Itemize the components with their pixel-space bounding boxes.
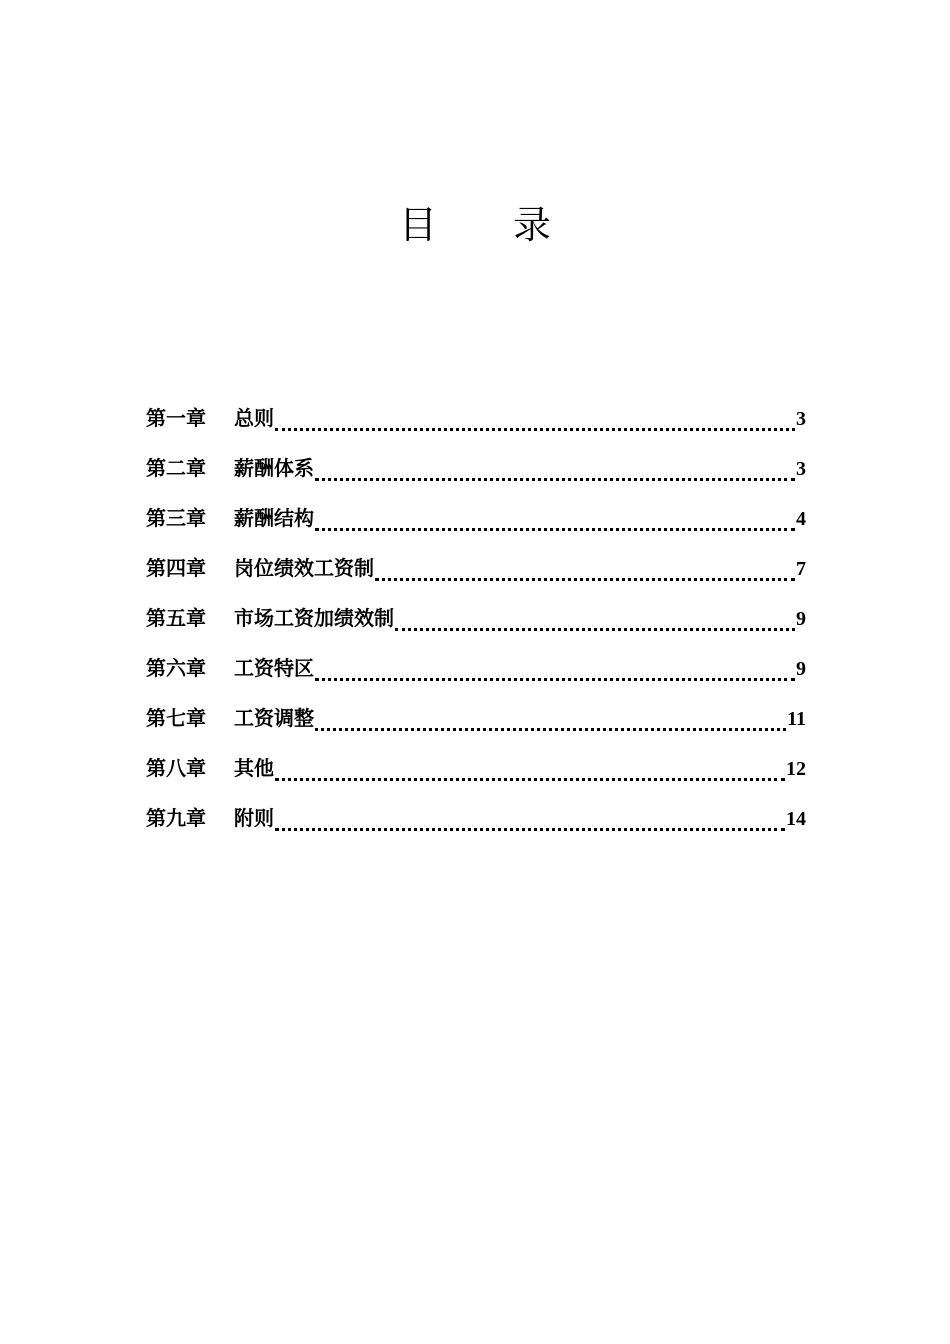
toc-chapter-label: 第四章 (146, 556, 206, 580)
toc-entry-title: 附则 (234, 806, 274, 830)
toc-entry-5[interactable] (146, 598, 806, 648)
table-of-contents (146, 398, 806, 848)
toc-dot-leader (315, 478, 795, 481)
toc-entry-4[interactable] (146, 548, 806, 598)
toc-page-number: 11 (787, 708, 806, 730)
toc-page-number: 4 (796, 508, 806, 530)
toc-page-number: 9 (796, 608, 806, 630)
toc-entry-8[interactable] (146, 748, 806, 798)
toc-chapter-label: 第七章 (146, 706, 206, 730)
toc-page-number: 3 (796, 408, 806, 430)
toc-entry-title: 工资调整 (234, 706, 314, 730)
toc-entry-title: 岗位绩效工资制 (234, 556, 374, 580)
toc-page-number: 12 (786, 758, 806, 780)
toc-chapter-label: 第三章 (146, 506, 206, 530)
toc-heading-char-1: 目 (398, 203, 437, 247)
toc-page-number: 3 (796, 458, 806, 480)
toc-page-number: 9 (796, 658, 806, 680)
toc-entry-1[interactable] (146, 398, 806, 448)
toc-entry-title: 薪酬体系 (234, 456, 314, 480)
toc-page-number: 7 (796, 558, 806, 580)
toc-entry-3[interactable] (146, 498, 806, 548)
toc-chapter-label: 第二章 (146, 456, 206, 480)
toc-entry-title: 总则 (234, 406, 274, 430)
toc-entry-2[interactable] (146, 448, 806, 498)
toc-chapter-label: 第八章 (146, 756, 206, 780)
toc-dot-leader (375, 578, 795, 581)
toc-dot-leader (315, 528, 795, 531)
toc-chapter-label: 第五章 (146, 606, 206, 630)
toc-entry-title: 其他 (234, 756, 274, 780)
toc-dot-leader (275, 828, 785, 831)
toc-heading-char-2: 录 (513, 203, 552, 247)
toc-dot-leader (395, 628, 795, 631)
toc-page-number: 14 (786, 808, 806, 830)
toc-dot-leader (275, 778, 785, 781)
toc-entry-7[interactable] (146, 698, 806, 748)
toc-chapter-label: 第一章 (146, 406, 206, 430)
toc-dot-leader (315, 678, 795, 681)
toc-entry-title: 薪酬结构 (234, 506, 314, 530)
toc-chapter-label: 第六章 (146, 656, 206, 680)
toc-chapter-label: 第九章 (146, 806, 206, 830)
toc-entry-title: 市场工资加绩效制 (234, 606, 394, 630)
toc-entry-6[interactable] (146, 648, 806, 698)
toc-dot-leader (315, 728, 786, 731)
toc-dot-leader (275, 428, 795, 431)
toc-entry-title: 工资特区 (234, 656, 314, 680)
toc-heading (0, 200, 950, 250)
toc-entry-9[interactable] (146, 798, 806, 848)
